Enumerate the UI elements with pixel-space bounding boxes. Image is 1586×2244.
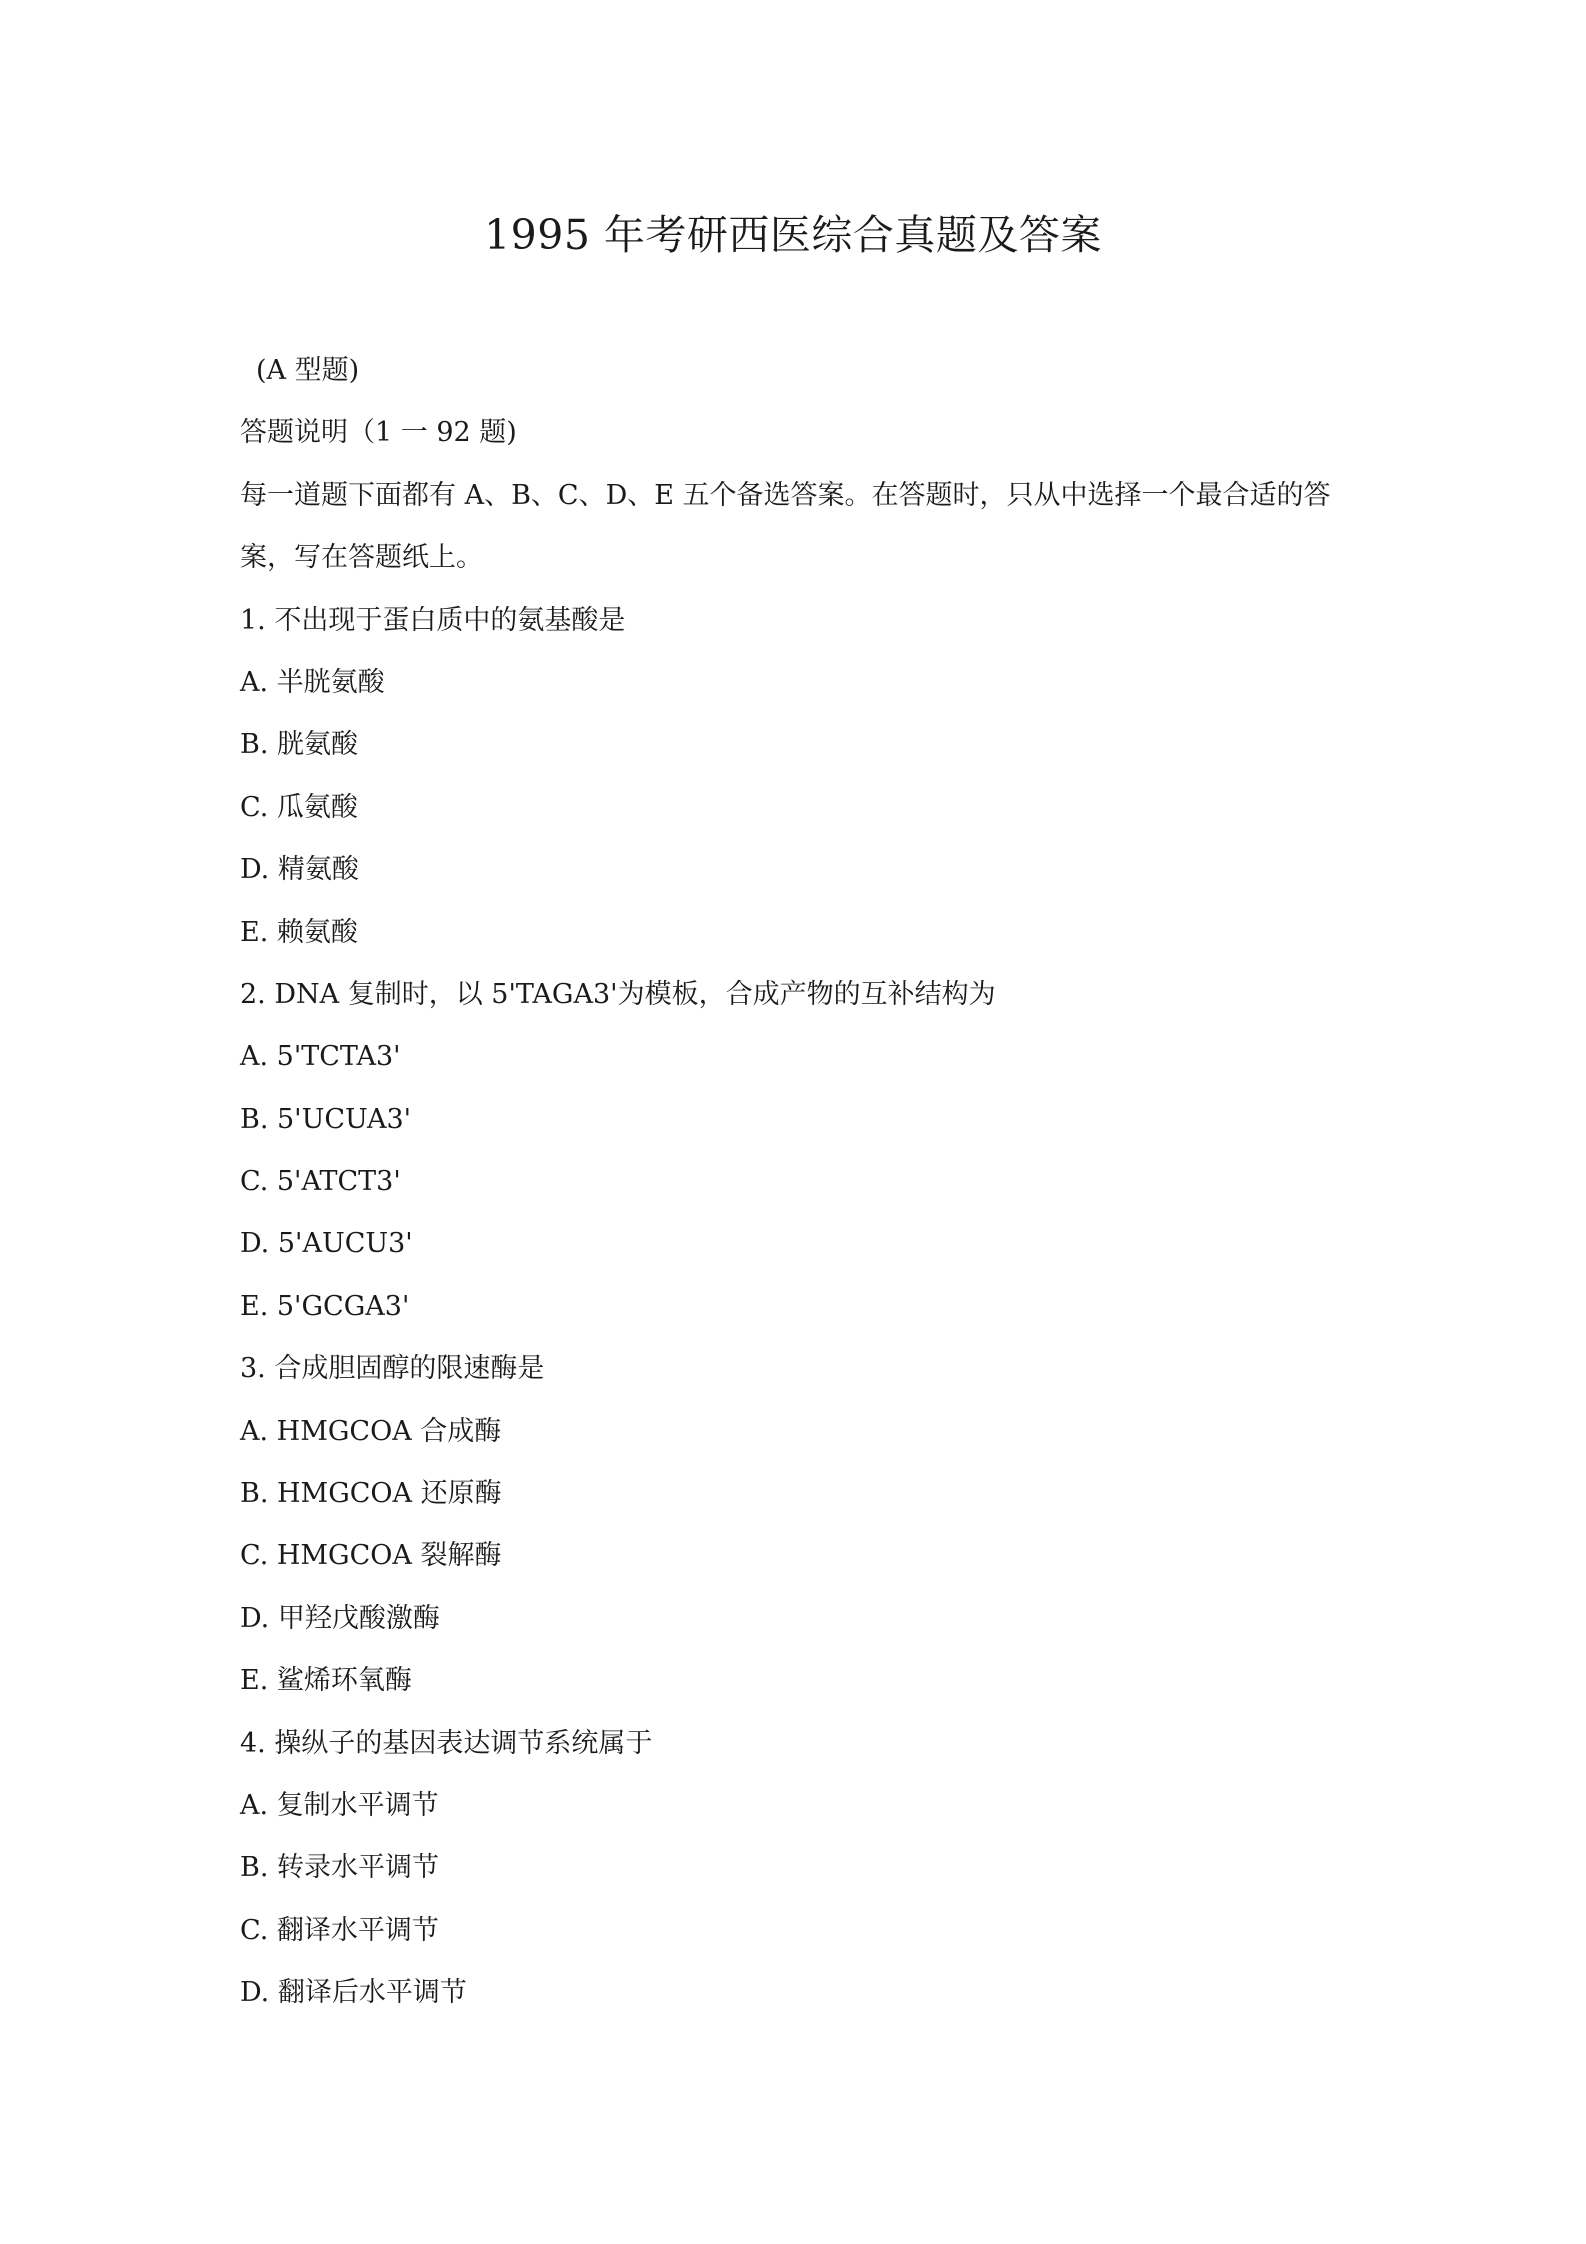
answer-option: E. 5'GCGA3': [240, 1290, 410, 1322]
instructions-text-line-1: 每一道题下面都有 A、B、C、D、E 五个备选答案。在答题时，只从中选择一个最合适的答: [240, 479, 1331, 511]
answer-option: A. 半胱氨酸: [240, 666, 385, 698]
instructions-text-line-2: 案，写在答题纸上。: [240, 542, 483, 574]
answer-option: C. 瓜氨酸: [240, 791, 358, 823]
answer-option: E. 赖氨酸: [240, 916, 358, 948]
answer-option: B. 转录水平调节: [240, 1852, 440, 1884]
question-stem: 4. 操纵子的基因表达调节系统属于: [240, 1727, 653, 1759]
answer-option: C. 5'ATCT3': [240, 1166, 401, 1198]
answer-option: A. HMGCOA 合成酶: [240, 1415, 502, 1447]
answer-option: C. 翻译水平调节: [240, 1914, 439, 1946]
section-type: (A 型题): [256, 355, 360, 386]
answer-option: D. 翻译后水平调节: [240, 1977, 467, 2009]
answer-option: E. 鲨烯环氧酶: [240, 1665, 412, 1697]
answer-option: B. HMGCOA 还原酶: [240, 1478, 502, 1510]
question-stem: 2. DNA 复制时，以 5'TAGA3'为模板，合成产物的互补结构为: [240, 978, 996, 1010]
document-body: [240, 345, 1370, 2030]
answer-option: D. 精氨酸: [240, 854, 359, 886]
answer-option: A. 复制水平调节: [240, 1789, 439, 1821]
answer-option: C. HMGCOA 裂解酶: [240, 1540, 502, 1572]
answer-option: A. 5'TCTA3': [240, 1041, 401, 1073]
question-stem: 1. 不出现于蛋白质中的氨基酸是: [240, 604, 626, 636]
question-stem: 3. 合成胆固醇的限速酶是: [240, 1353, 545, 1385]
answer-option: B. 5'UCUA3': [240, 1103, 412, 1135]
answer-option: D. 5'AUCU3': [240, 1228, 413, 1260]
instructions-heading: 答题说明（1 一 92 题): [240, 417, 517, 449]
answer-option: B. 胱氨酸: [240, 729, 359, 761]
answer-option: D. 甲羟戊酸激酶: [240, 1602, 440, 1634]
document-title: 1995 年考研西医综合真题及答案: [484, 211, 1102, 259]
